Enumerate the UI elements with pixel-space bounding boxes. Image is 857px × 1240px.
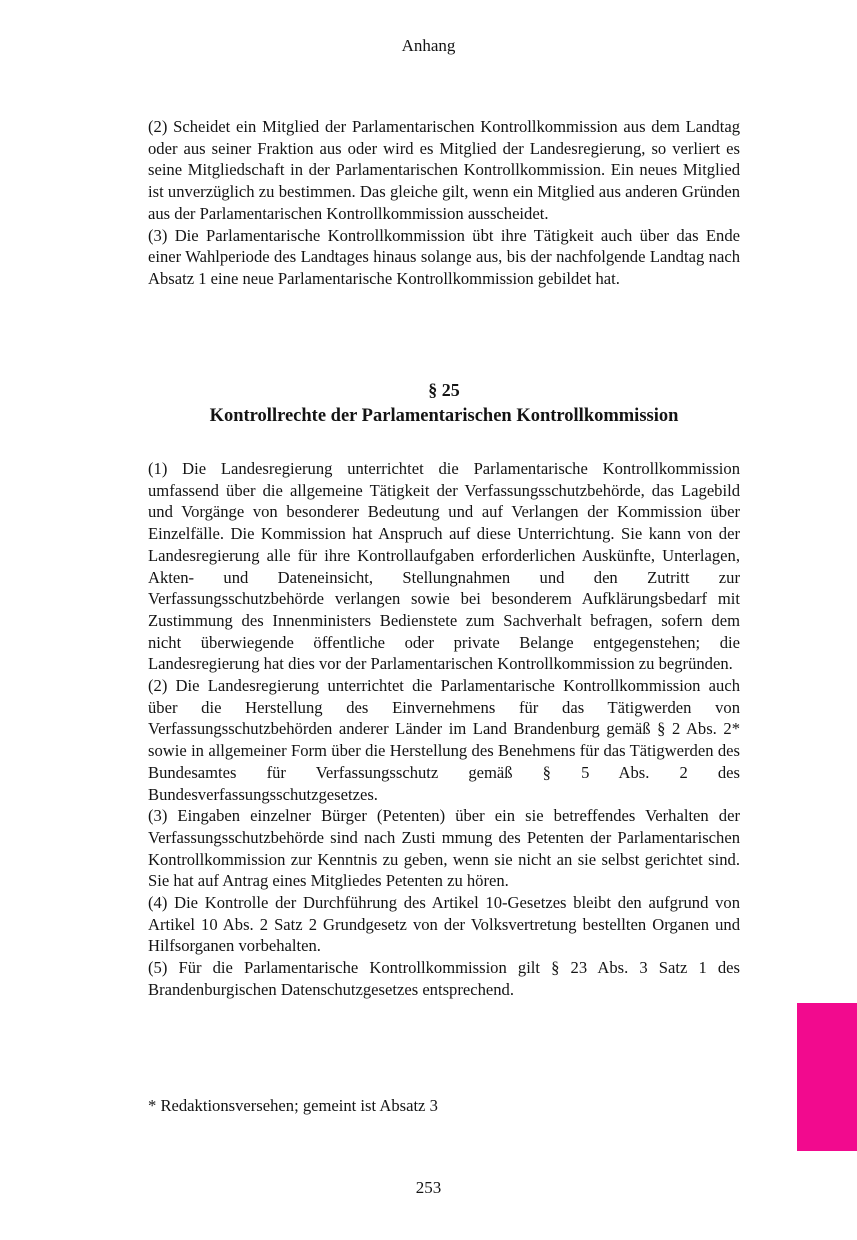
footnote: * Redaktionsversehen; gemeint ist Absatz 3: [148, 1096, 438, 1115]
paragraph: (4) Die Kontrolle der Durchführung des Artikel 10-Gesetzes bleibt den aufgrund von Artikel 10 Abs. 2 Satz 2 Grundgesetz von der Volksvertretung bestellten Organen und Hilfsorganen vorbehalten.: [148, 893, 740, 956]
running-head: Anhang: [401, 36, 456, 55]
paragraph: (2) Scheidet ein Mitglied der Parlamentarischen Kontrollkommission aus dem Landtag oder aus seiner Fraktion aus oder wird es Mitglied der Landesregierung, so verliert es seine Mitgliedschaft in der Parlamentarischen Kontrollkommission. Ein neues Mitglied ist unverzüglich zu bestimmen. Das gleiche gilt, wenn ein Mitglied aus anderen Gründen aus der Parlamentarischen Kontrollkommission ausscheidet.: [148, 117, 740, 223]
section-title: Kontrollrechte der Parlamentarischen Kontrollkommission: [209, 406, 679, 426]
paragraph: (5) Für die Parlamentarische Kontrollkommission gilt § 23 Abs. 3 Satz 1 des Brandenburgischen Datenschutzgesetzes entsprechend.: [148, 958, 740, 999]
paragraph: (3) Die Parlamentarische Kontrollkommission übt ihre Tätigkeit auch über das Ende einer Wahlperiode des Landtages hinaus solange aus, bis der nachfolgende Landtag nach Absatz 1 eine neue Parlamentarische Kontrollkommission gebildet hat.: [148, 225, 740, 288]
paragraph: (3) Eingaben einzelner Bürger (Petenten) über ein sie betreffendes Verhalten der Verfassungsschutzbehörde sind nach Zusti mmung des Petenten der Parlamentarischen Kontrollkommission zur Kenntnis zu geben, wenn sie nicht an sie selbst gerichtet sind. Sie hat auf Antrag eines Mitgliedes Petenten zu hören.: [148, 806, 740, 891]
section-body: [148, 458, 740, 1001]
thumb-index-tab: [797, 1003, 857, 1151]
paragraph: (2) Die Landesregierung unterrichtet die Parlamentarische Kontrollkommission auch über die Herstellung des Einvernehmens für das Tätigwerden von Verfassungsschutzbehörden anderer Länder im Land Brandenburg gemäß § 2 Abs. 2* sowie in allgemeiner Form über die Herstellung des Benehmens für das Tätigwerden des Bundesamtes für Verfassungsschutz gemäß § 5 Abs. 2 des Bundesverfassungsschutzgesetzes.: [148, 676, 740, 804]
page-number: 253: [415, 1178, 442, 1197]
preceding-paragraphs: [148, 116, 740, 290]
section-number: § 25: [428, 380, 460, 400]
paragraph: (1) Die Landesregierung unterrichtet die Parlamentarische Kontrollkommission umfassend über die allgemeine Tätigkeit der Verfassungsschutzbehörde, das Lagebild und Vorgänge von besonderer Bedeutung und auf Verlangen der Kommission über Einzelfälle. Die Kommission hat Anspruch auf diese Unterrichtung. Sie kann von der Landesregierung alle für ihre Kontrollaufgaben erforderlichen Auskünfte, Unterlagen, Akten- und Dateneinsicht, Stellungnahmen und den Zutritt zur Verfassungsschutzbehörde verlangen sowie bei besonderem Aufklärungsbedarf mit Zustimmung des Innenministers Bedienstete zum Sachverhalt befragen, sofern dem nicht überwiegende öffentliche oder private Belange entgegenstehen; die Landesregierung hat dies vor der Parlamentarischen Kontrollkommission zu begründen.: [148, 459, 740, 674]
